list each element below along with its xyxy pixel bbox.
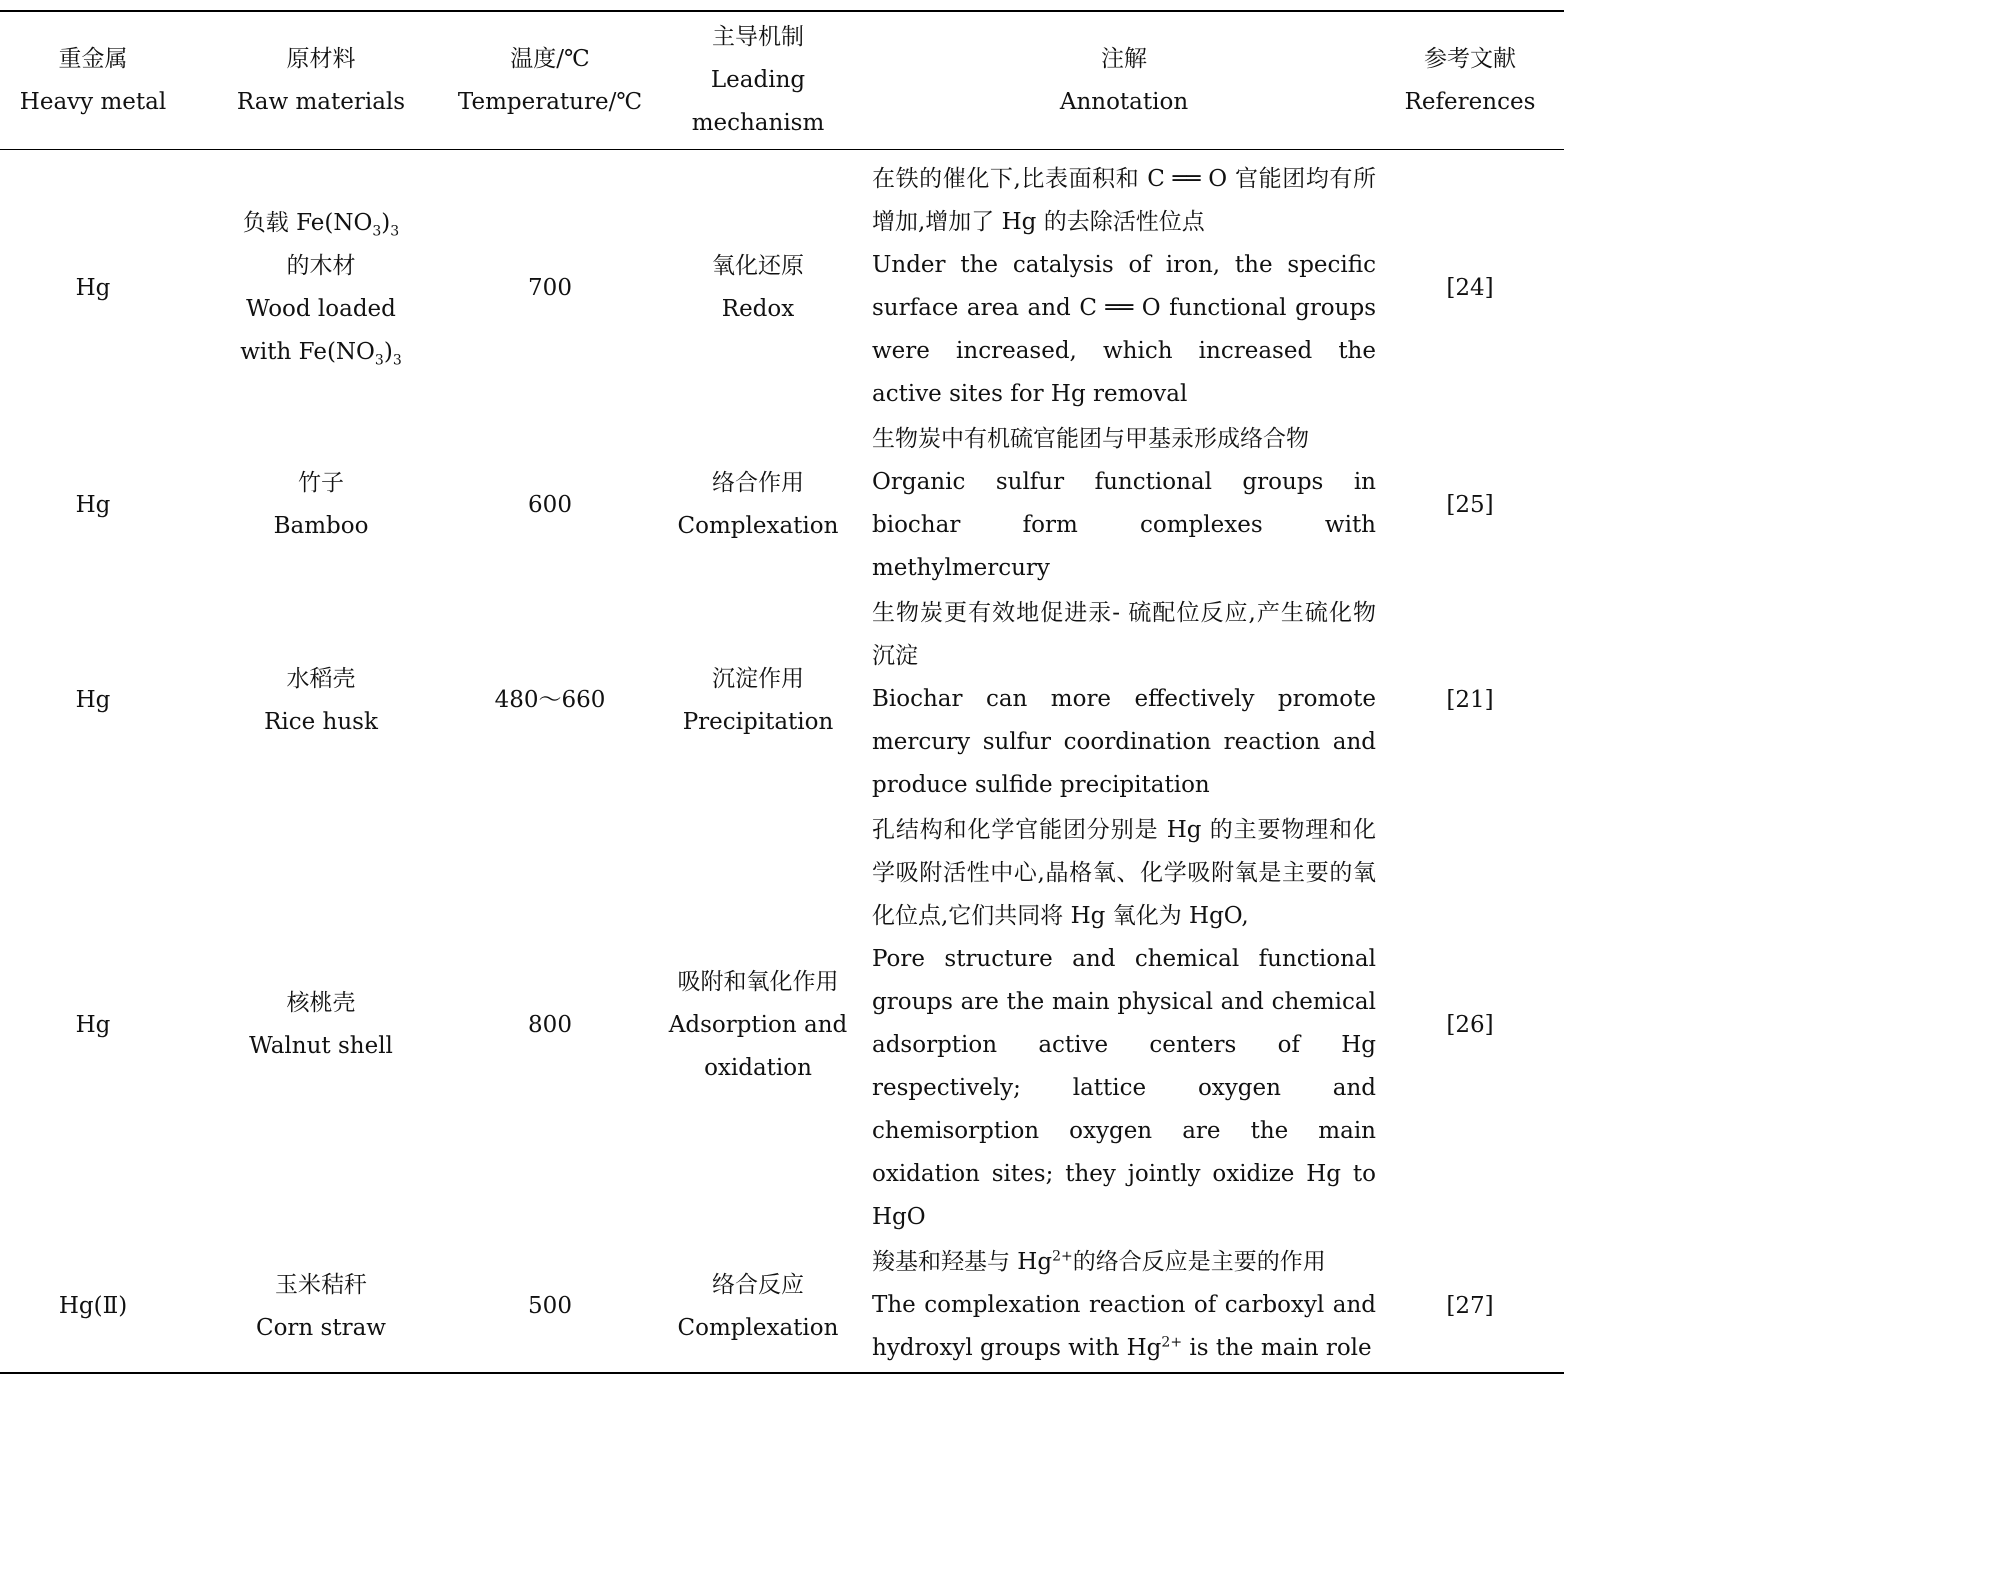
cell-raw-material: 水稻壳 Rice husk [264,665,378,735]
cell-reference: [24] [1446,274,1494,301]
cell-reference: [27] [1446,1293,1494,1319]
cell-annotation: 在铁的催化下,比表面积和 C ══ O 官能团均有所增加,增加了 Hg 的去除活性位点 Under the catalysis of iron, the specific surface area and C ══ O functional groups were increased, which increased the active sites for Hg removal [872,166,1376,407]
cell-raw-material: 负载 $Fe(NO_3)_3$ 的木材 Wood loaded with $Fe(NO_3)_3$ [240,210,402,369]
cell-temperature: 700 [528,274,572,301]
header-temperature: 温度/℃ Temperature/℃ [457,45,643,115]
header-heavy-metal: 重金属 Heavy metal [19,45,167,115]
header-references: 参考文献 References [1404,45,1536,115]
table-row [0,592,1564,809]
cell-raw-material: 核桃壳 Walnut shell [249,990,393,1059]
cell-annotation: 孔结构和化学官能团分别是 Hg 的主要物理和化学吸附活性中心,晶格氧、化学吸附氧是主要的氧化位点,它们共同将 Hg 氧化为 HgO, Pore structure and chemical functional groups are the main physical and chemical adsorption active centers of Hg respectively; lattice oxygen and chemisorption oxygen are the main oxidation sites; they jointly oxidize Hg to HgO [872,817,1376,1230]
header-leading-mechanism: 主导机制 Leading mechanism [691,24,825,136]
header-row [0,11,1564,150]
table-header [0,11,1564,150]
data-table [0,10,1564,1374]
cell-temperature: 480～660 [494,687,606,713]
cell-mechanism: 氧化还原 Redox [712,253,804,322]
cell-raw-material: 竹子 Bamboo [273,470,369,539]
cell-temperature: 500 [528,1293,572,1319]
table-row [0,418,1564,592]
cell-raw-material: 玉米秸秆 Corn straw [255,1271,386,1341]
cell-heavy-metal: Hg(Ⅱ) [58,1293,128,1319]
cell-heavy-metal: Hg [75,491,111,518]
table-row [0,150,1564,419]
cell-annotation: 生物炭更有效地促进汞- 硫配位反应,产生硫化物沉淀 Biochar can more effectively promote mercury sulfur coordination reaction and produce sulfide precipitation [872,600,1376,798]
cell-mechanism: 络合作用 Complexation [677,470,839,539]
header-annotation: 注解 Annotation [1059,45,1189,115]
cell-reference: [25] [1446,491,1494,518]
cell-mechanism: 络合反应 Complexation [677,1271,839,1341]
table-row [0,1241,1564,1373]
cell-annotation: 生物炭中有机硫官能团与甲基汞形成络合物 Organic sulfur functional groups in biochar form complexes with methylmercury [872,426,1376,581]
header-raw-materials: 原材料 Raw materials [236,45,406,115]
cell-annotation: 羧基和羟基与 $Hg^{2+}$的络合反应是主要的作用 The complexation reaction of carboxyl and hydroxyl groups with $Hg^{2+}$ is the main role [872,1248,1376,1361]
cell-temperature: 800 [528,1011,572,1038]
cell-heavy-metal: Hg [75,687,111,713]
table-row [0,809,1564,1241]
cell-reference: [26] [1446,1011,1494,1038]
cell-temperature: 600 [528,491,572,518]
cell-mechanism: 吸附和氧化作用 Adsorption and oxidation [668,968,848,1081]
cell-mechanism: 沉淀作用 Precipitation [682,665,834,735]
cell-heavy-metal: Hg [75,274,111,301]
cell-heavy-metal: Hg [75,1011,111,1038]
cell-reference: [21] [1446,687,1494,713]
